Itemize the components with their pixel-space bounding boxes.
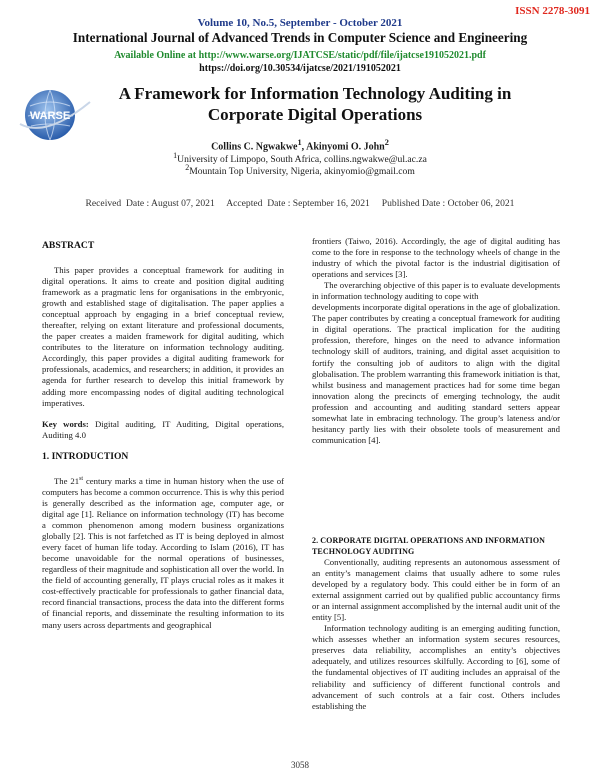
doi-link[interactable]: https://doi.org/10.30534/ijatcse/2021/191052021 (199, 63, 401, 74)
abstract-heading: ABSTRACT (42, 240, 95, 251)
author-separator: , (301, 141, 307, 153)
title-line-1: A Framework for Information Technology Auditing in (118, 84, 512, 103)
intro-sup: st (79, 476, 84, 482)
abstract-text (42, 265, 284, 409)
section-2-heading-line-1: 2. CORPORATE DIGITAL OPERATIONS AND INFORMATION (312, 536, 546, 545)
available-online-link[interactable]: Available Online at http://www.warse.org/IJATCSE/static/pdf/file/ijatcse191052021.pdf (114, 50, 486, 61)
introduction-paragraph (42, 474, 284, 631)
section-2-heading (312, 535, 560, 557)
intro-part-b: century marks a time in human history when the use of computers has become a common occurrence. This is why this period is generally described as the information age, computer age, or digital age [1]. Reliance on information technology (IT) has become a common phenomenon among modern business organizations globally [2]. This is not farfetched as IT is being deployed in almost every facet of human life today. According to Islam (2016), IT has become unavoidable for the normal operations of businesses, regardless of their magnitude and sophistication all over the world. In the field of accounting generally, IT plays crucial roles as it makes it cost-effectively practicable for professionals to gather financial data, record financial transactions, process the data into the different forms of financial reports, and disseminate the resulting information to its many users across departments and geographical (42, 475, 284, 630)
objective-paragraph-b: developments incorporate digital operations in the age of globalization. The paper contributes by creating a conceptual framework for auditing in digital operations. The practical implication for the auditing profession, therefore, hinges on the need to advance information technology skill of auditors, training, and digital asset acquisition to fortify the consulting job of auditors to align with the digital globalisation. The problem warranting this framework initiation is that, whilst business and management practices had for some time began innovation along the precincts of emerging technology, the audit profession and accounting and auditing standard setters appear somewhat late in embracing technology. The group’s lateness and/or hesitancy partly lies with their obsolete tools of measurement and communication [4]. (312, 302, 560, 445)
page-number: 3058 (291, 760, 309, 770)
right-column-top (312, 236, 560, 446)
keywords-text: Digital auditing, IT Auditing, Digital operations, Auditing 4.0 (42, 419, 284, 441)
affiliation-1-sup: 1 (173, 151, 178, 160)
affiliation-2 (0, 163, 600, 177)
volume-info: Volume 10, No.5, September - October 2021 (197, 17, 403, 29)
keywords-label: Key words: (42, 419, 89, 429)
publication-dates: Received Date : August 07, 2021 Accepted Date : September 16, 2021 Published Date : October 06, 2021 (85, 198, 515, 209)
warse-logo-icon (16, 84, 94, 144)
abstract-paragraph: This paper provides a conceptual framework for auditing in digital operations. It aims to create and position digital auditing framework as a pragmatic lens for organisations in the embryonic, growth and established stage of digitalisation. The paper applies a conceptual approach by engaging in a brief conceptual review, thereafter, relying on extant literature and professional documents, the paper creates a maiden framework for digital auditing, which contributes to the literature on information technology auditing. Accordingly, this paper provides a digital auditing framework for professionals, academics, and researchers; in addition, it provides an agenda for further research to develop this initial framework by adding more encompassing nodes of digital auditing technological imperatives. (42, 265, 284, 408)
introduction-heading: 1. INTRODUCTION (42, 451, 129, 462)
warse-logo-text: WARSE (29, 110, 71, 122)
objective-paragraph-a: The overarching objective of this paper is to evaluate developments in information technology auditing to cope with (312, 280, 560, 302)
author-2-sup: 2 (384, 138, 389, 147)
affiliation-1-text: University of Limpopo, South Africa, collins.ngwakwe@ul.ac.za (177, 154, 427, 166)
section-2-heading-line-2: TECHNOLOGY AUDITING (312, 547, 415, 556)
issn-number: ISSN 2278-3091 (515, 5, 590, 17)
continuation-paragraph: frontiers (Taiwo, 2016). Accordingly, the age of digital auditing has come to the fore in response to the technology wheels of change in the industry of which the pivotal factor is the industrial digitisation of operations and services [3]. (312, 236, 560, 280)
author-1-sup: 1 (297, 138, 302, 147)
title-line-2: Corporate Digital Operations (207, 105, 423, 124)
introduction-text (42, 474, 284, 631)
affiliation-2-text: Mountain Top University, Nigeria, akinyomio@gmail.com (189, 166, 415, 178)
keywords (42, 419, 284, 441)
intro-part-a: The 21 (54, 475, 80, 486)
paper-title (100, 83, 530, 125)
section-2-paragraph-2: Information technology auditing is an emerging auditing function, which assesses whether an information system secures resources, preserves data reliability, accomplishes an entity’s objectives adequately, and utilizes resources skilfully. According to [6], some of the fundamental objectives of IT auditing includes an appraisal of the reliability and sufficiency of different functional controls and advancement of such controls at a fair cost. Others includes establishing the (312, 623, 560, 711)
affiliation-2-sup: 2 (185, 163, 190, 172)
journal-name: International Journal of Advanced Trends in Computer Science and Engineering (72, 30, 528, 45)
author-1: Collins C. Ngwakwe (211, 141, 298, 153)
author-2: Akinyomi O. John (306, 141, 385, 153)
section-2-paragraph-1: Conventionally, auditing represents an autonomous assessment of an entity’s management claims that usually adhere to some rules developed by a regulatory body. This could either be in form of an external assignment carried out by qualified public accountancy firms or an internal assignment accomplished by the internal audit unit of the entity [5]. (312, 557, 560, 623)
right-column-bottom (312, 557, 560, 712)
